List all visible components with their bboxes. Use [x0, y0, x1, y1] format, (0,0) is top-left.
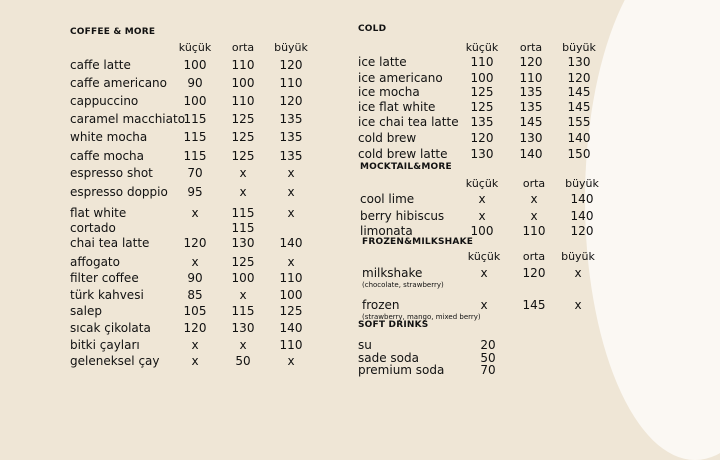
item-price-m: x: [239, 185, 247, 199]
item-price-l: 110: [279, 338, 303, 352]
item-name: premium soda: [358, 363, 445, 377]
item-price-s: 70: [187, 166, 203, 180]
item-name: ice flat white: [358, 100, 436, 114]
item-price-s: 120: [183, 321, 207, 335]
item-name: caffe mocha: [70, 149, 145, 163]
item-price: 20: [480, 338, 496, 352]
item-price-m: 125: [231, 149, 255, 163]
item-price-l: x: [287, 354, 295, 368]
item-price-m: 135: [519, 100, 543, 114]
item-price-l: 120: [567, 71, 591, 85]
item-note: (strawberry, mango, mixed berry): [362, 313, 481, 321]
item-price-m: 120: [522, 266, 546, 280]
item-price-s: 115: [183, 130, 207, 144]
item-name: caramel macchiato: [70, 112, 186, 126]
item-price: 50: [480, 351, 496, 365]
size-header-2: büyük: [274, 41, 308, 54]
menu-item: [0, 265, 720, 281]
item-price-l: x: [287, 185, 295, 199]
item-name: cold brew latte: [358, 147, 448, 161]
item-price-s: 90: [187, 76, 203, 90]
menu-item: [0, 208, 720, 224]
item-name: espresso doppio: [70, 185, 168, 199]
item-price-s: 100: [470, 224, 494, 238]
item-name: caffe americano: [70, 76, 168, 90]
item-price-s: 130: [470, 147, 494, 161]
item-name: cappuccino: [70, 94, 139, 108]
item-price-m: 50: [235, 354, 251, 368]
item-price-m: 115: [231, 304, 255, 318]
item-price-s: 100: [470, 71, 494, 85]
size-header-1: orta: [519, 41, 543, 54]
item-price-m: x: [530, 192, 538, 206]
menu-item: [0, 114, 720, 130]
item-price-s: x: [191, 338, 199, 352]
item-name: ice chai tea latte: [358, 115, 459, 129]
item-price-l: 120: [279, 94, 303, 108]
item-price-l: 135: [279, 130, 303, 144]
item-name: affogato: [70, 255, 120, 269]
item-price-l: 120: [279, 58, 303, 72]
menu-item: [0, 54, 720, 70]
item-price-m: x: [239, 288, 247, 302]
item-price-m: 110: [522, 224, 546, 238]
item-price-s: 100: [183, 58, 207, 72]
item-price-m: 125: [231, 255, 255, 269]
item-price-m: 115: [231, 221, 255, 235]
item-price-s: 105: [183, 304, 207, 318]
item-name: bitki çayları: [70, 338, 140, 352]
item-price-l: x: [287, 166, 295, 180]
item-name: limonata: [360, 224, 413, 238]
item-name: ice americano: [358, 71, 443, 85]
item-name: türk kahvesi: [70, 288, 144, 302]
item-name: geleneksel çay: [70, 354, 160, 368]
item-price-m: 110: [231, 94, 255, 108]
item-price-m: 145: [522, 298, 546, 312]
item-price-l: x: [574, 298, 582, 312]
item-price-l: 135: [279, 149, 303, 163]
item-price-l: 155: [567, 115, 591, 129]
item-name: salep: [70, 304, 102, 318]
item-price-m: x: [239, 338, 247, 352]
item-note: (chocolate, strawberry): [362, 281, 444, 289]
item-price-m: 100: [231, 271, 255, 285]
item-name: ice latte: [358, 55, 407, 69]
size-header-0: küçük: [467, 250, 501, 263]
item-price-s: 85: [187, 288, 203, 302]
menu-item: [0, 223, 720, 239]
menu-item: [0, 84, 720, 100]
item-price-m: 120: [519, 55, 543, 69]
item-price-l: 145: [567, 100, 591, 114]
item-price-l: 140: [570, 192, 594, 206]
item-price-m: 135: [519, 85, 543, 99]
item-price-m: 115: [231, 206, 255, 220]
item-price-l: 140: [279, 236, 303, 250]
item-name: chai tea latte: [70, 236, 150, 250]
item-name: ice mocha: [358, 85, 420, 99]
item-price-s: 120: [470, 131, 494, 145]
frozen-section-title: FROZEN&MILKSHAKE: [362, 237, 474, 247]
item-price-s: 115: [183, 112, 207, 126]
item-price-m: 130: [231, 321, 255, 335]
cold-section-title: COLD: [358, 24, 387, 34]
item-price-l: 150: [567, 147, 591, 161]
menu-item: [0, 99, 720, 115]
item-name: frozen: [362, 298, 400, 312]
item-price-l: x: [287, 255, 295, 269]
item-price-m: 100: [231, 76, 255, 90]
item-price-l: 145: [567, 85, 591, 99]
menu-item: [0, 130, 720, 146]
item-price-s: x: [191, 354, 199, 368]
menu-item: [0, 146, 720, 162]
size-header-1: orta: [231, 41, 255, 54]
item-price-m: 125: [231, 112, 255, 126]
item-name: cool lime: [360, 192, 415, 206]
item-price-l: 120: [570, 224, 594, 238]
item-price-s: x: [480, 266, 488, 280]
item-price-m: x: [530, 209, 538, 223]
item-price-m: 110: [519, 71, 543, 85]
item-price-m: 145: [519, 115, 543, 129]
mocktail-section-title: MOCKTAIL&MORE: [360, 162, 452, 172]
menu-item: [0, 191, 720, 207]
item-price-s: 100: [183, 94, 207, 108]
menu-item: [0, 362, 720, 378]
item-name: white mocha: [70, 130, 148, 144]
item-name: cold brew: [358, 131, 417, 145]
size-header-0: küçük: [465, 177, 499, 190]
size-header-1: orta: [522, 177, 546, 190]
item-price-l: 130: [567, 55, 591, 69]
item-price-l: 140: [279, 321, 303, 335]
item-price-s: 90: [187, 271, 203, 285]
item-price-s: 125: [470, 100, 494, 114]
item-price-s: 110: [470, 55, 494, 69]
size-header-1: orta: [522, 250, 546, 263]
item-price-s: x: [480, 298, 488, 312]
item-price-s: 115: [183, 149, 207, 163]
item-price-m: 130: [231, 236, 255, 250]
item-price-s: x: [191, 255, 199, 269]
item-price-l: 140: [567, 131, 591, 145]
size-header-2: büyük: [565, 177, 599, 190]
item-price-s: 125: [470, 85, 494, 99]
soft-section-title: SOFT DRINKS: [358, 320, 429, 330]
item-name: espresso shot: [70, 166, 153, 180]
item-price-l: 140: [570, 209, 594, 223]
size-header-2: büyük: [561, 250, 595, 263]
item-price-l: 135: [279, 112, 303, 126]
item-price-l: 110: [279, 76, 303, 90]
coffee-section-title: COFFEE & MORE: [70, 27, 156, 37]
item-price-m: 125: [231, 130, 255, 144]
item-price: 70: [480, 363, 496, 377]
item-name: sıcak çikolata: [70, 321, 151, 335]
item-price-m: 140: [519, 147, 543, 161]
item-price-s: 95: [187, 185, 203, 199]
size-header-2: büyük: [562, 41, 596, 54]
item-price-l: x: [574, 266, 582, 280]
item-name: cortado: [70, 221, 116, 235]
item-price-l: x: [287, 206, 295, 220]
item-price-s: x: [478, 209, 486, 223]
item-price-l: 100: [279, 288, 303, 302]
item-name: su: [358, 338, 372, 352]
size-header-0: küçük: [178, 41, 212, 54]
item-price-m: 110: [231, 58, 255, 72]
item-price-s: x: [478, 192, 486, 206]
item-name: milkshake: [362, 266, 423, 280]
item-price-l: 110: [279, 271, 303, 285]
item-price-m: x: [239, 166, 247, 180]
item-name: flat white: [70, 206, 127, 220]
item-price-s: x: [191, 206, 199, 220]
item-price-m: 130: [519, 131, 543, 145]
menu-item: [0, 297, 720, 313]
size-header-0: küçük: [465, 41, 499, 54]
item-name: berry hibiscus: [360, 209, 445, 223]
item-price-l: 125: [279, 304, 303, 318]
item-name: filter coffee: [70, 271, 139, 285]
item-price-s: 120: [183, 236, 207, 250]
item-name: sade soda: [358, 351, 419, 365]
item-price-s: 135: [470, 115, 494, 129]
item-name: caffe latte: [70, 58, 131, 72]
